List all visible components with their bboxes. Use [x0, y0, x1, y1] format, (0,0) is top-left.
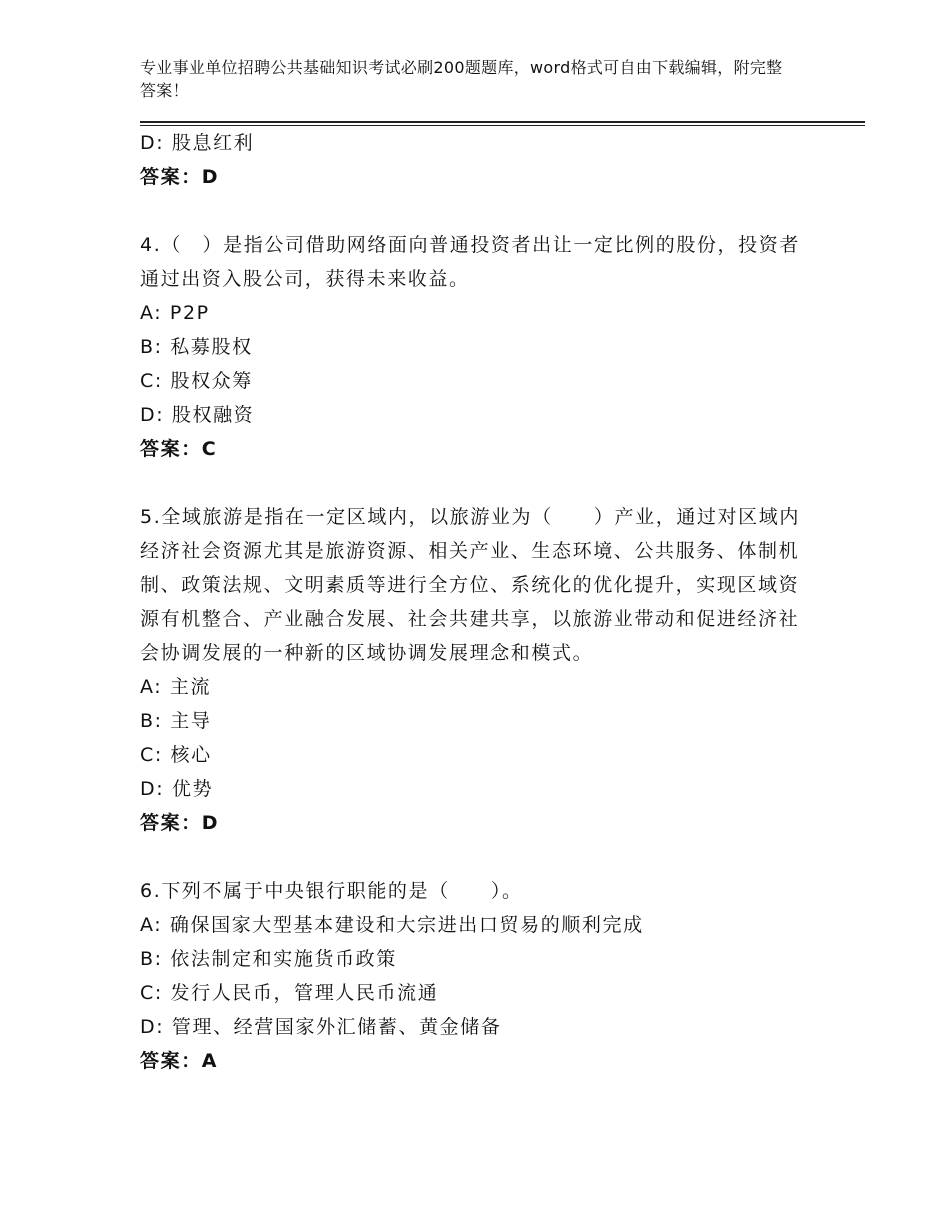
- question-4-text: 4.（ ）是指公司借助网络面向普通投资者出让一定比例的股份，投资者通过出资入股公司，获得未来收益。: [140, 234, 800, 290]
- page-header: 专业事业单位招聘公共基础知识考试必刷200题题库，word格式可自由下载编辑，附完整答案！: [140, 58, 783, 100]
- question-5-option-b: B: 主导: [140, 710, 212, 732]
- question-4-answer: 答案：C: [140, 438, 218, 460]
- question-5-option-a: A: 主流: [140, 676, 212, 698]
- spacer: [140, 466, 800, 500]
- question-6-option-a: A: 确保国家大型基本建设和大宗进出口贸易的顺利完成: [140, 914, 644, 936]
- question-6-option-b: B: 依法制定和实施货币政策: [140, 948, 397, 970]
- question-4-option-a: A: P2P: [140, 302, 210, 324]
- question-6-option-c: C: 发行人民币，管理人民币流通: [140, 982, 439, 1004]
- question-5-option-d: D: 优势: [140, 778, 214, 800]
- question-4-option-b: B: 私募股权: [140, 336, 253, 358]
- question-4-option-c: C: 股权众筹: [140, 370, 253, 392]
- spacer: [140, 840, 800, 874]
- question-4: [140, 228, 800, 466]
- prev-option-d: D: 股息红利: [140, 132, 255, 154]
- question-5-text: 5.全域旅游是指在一定区域内，以旅游业为（ ）产业，通过对区域内经济社会资源尤其是旅游资源、相关产业、生态环境、公共服务、体制机制、政策法规、文明素质等进行全方位、系统化的优化提升，实现区域资源有机整合、产业融合发展、社会共建共享，以旅游业带动和促进经济社会协调发展的一种新的区域协调发展理念和模式。: [140, 506, 800, 664]
- prev-answer: 答案：D: [140, 166, 220, 188]
- question-5-answer: 答案：D: [140, 812, 220, 834]
- question-6-answer: 答案：A: [140, 1050, 219, 1072]
- question-6: [140, 874, 800, 1078]
- question-content: [140, 126, 800, 1078]
- question-5: [140, 500, 800, 840]
- question-6-text: 6.下列不属于中央银行职能的是（ ）。: [140, 880, 523, 902]
- header-divider-thick: [140, 121, 865, 123]
- question-5-option-c: C: 核心: [140, 744, 212, 766]
- question-4-option-d: D: 股权融资: [140, 404, 255, 426]
- question-6-option-d: D: 管理、经营国家外汇储蓄、黄金储备: [140, 1016, 502, 1038]
- spacer: [140, 194, 800, 228]
